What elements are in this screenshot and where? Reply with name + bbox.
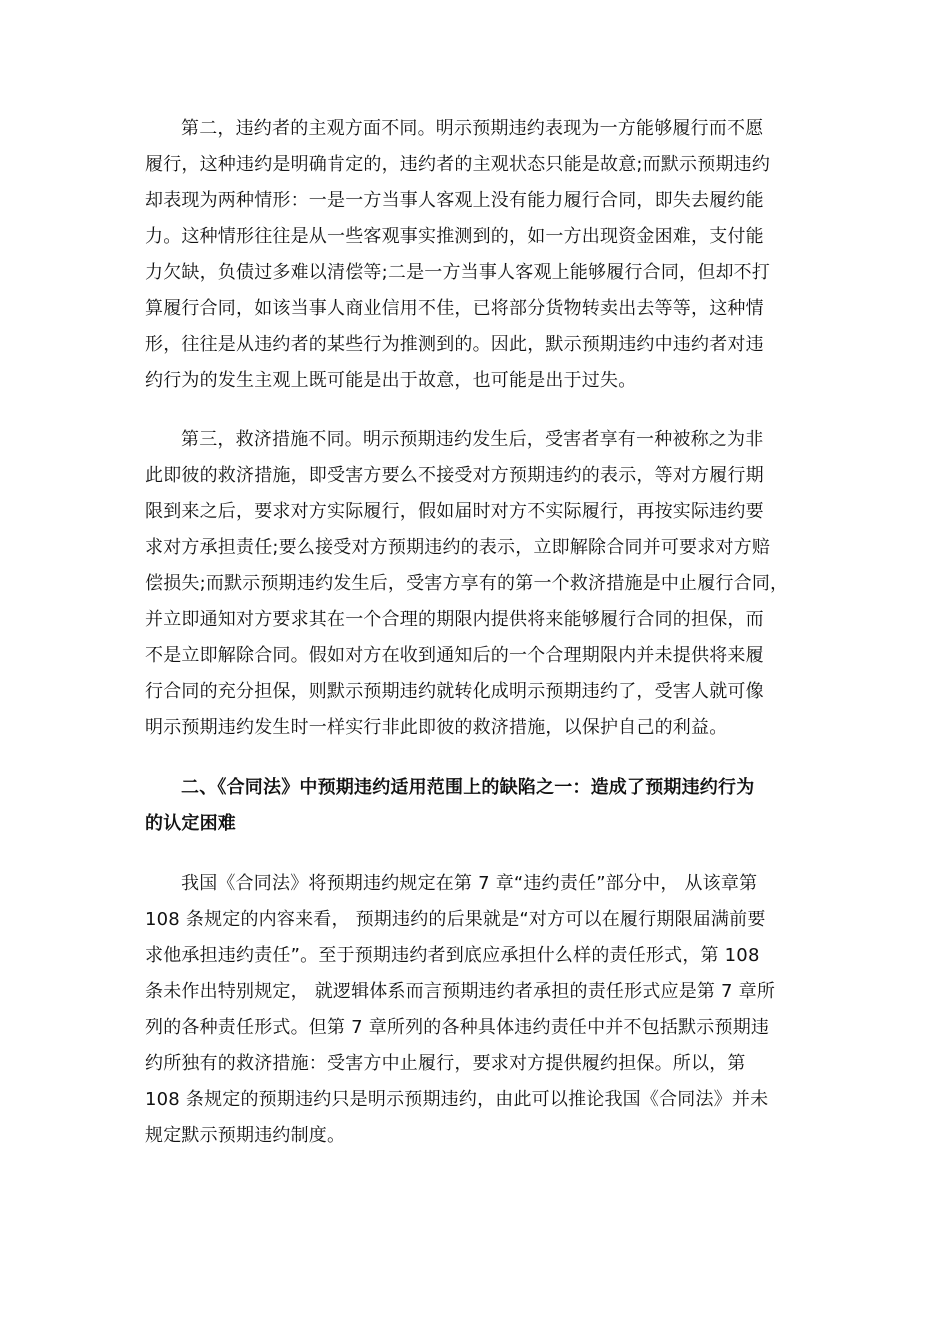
- text-line: 偿损失;而默示预期违约发生后，受害方享有的第一个救济措施是中止履行合同，: [145, 573, 789, 594]
- text-line: 第二，违约者的主观方面不同。明示预期违约表现为一方能够履行而不愿: [181, 118, 764, 139]
- text-line: 求对方承担责任;要么接受对方预期违约的表示，立即解除合同并可要求对方赔: [145, 537, 771, 558]
- text-line: 限到来之后，要求对方实际履行，假如届时对方不实际履行，再按实际违约要: [145, 501, 764, 522]
- heading-line: 二、《合同法》中预期违约适用范围上的缺陷之一：造成了预期违约行为: [181, 777, 755, 798]
- text-line: 明示预期违约发生时一样实行非此即彼的救济措施，以保护自己的利益。: [145, 717, 728, 738]
- text-line: 并立即通知对方要求其在一个合理的期限内提供将来能够履行合同的担保，而: [145, 609, 764, 630]
- text-line: 此即彼的救济措施，即受害方要么不接受对方预期违约的表示，等对方履行期: [145, 465, 764, 486]
- text-line: 约所独有的救济措施：受害方中止履行，要求对方提供履约担保。所以，第: [145, 1053, 746, 1074]
- text-line: 算履行合同，如该当事人商业信用不佳，已将部分货物转卖出去等等，这种情: [145, 298, 764, 319]
- heading-line: 的认定困难: [145, 813, 236, 834]
- text-line: 约行为的发生主观上既可能是出于故意，也可能是出于过失。: [145, 370, 637, 391]
- text-line: 我国《合同法》将预期违约规定在第 7 章“违约责任”部分中， 从该章第: [181, 873, 758, 894]
- text-line: 力。这种情形往往是从一些客观事实推测到的，如一方出现资金困难，支付能: [145, 226, 764, 247]
- text-line: 108 条规定的内容来看， 预期违约的后果就是“对方可以在履行期限届满前要: [145, 909, 766, 930]
- text-line: 列的各种责任形式。但第 7 章所列的各种具体违约责任中并不包括默示预期违: [145, 1017, 770, 1038]
- text-line: 形，往往是从违约者的某些行为推测到的。因此，默示预期违约中违约者对违: [145, 334, 764, 355]
- text-line: 条未作出特别规定， 就逻辑体系而言预期违约者承担的责任形式应是第 7 章所: [145, 981, 776, 1002]
- text-line: 108 条规定的预期违约只是明示预期违约，由此可以推论我国《合同法》并未: [145, 1089, 769, 1110]
- text-line: 不是立即解除合同。假如对方在收到通知后的一个合理期限内并未提供将来履: [145, 645, 764, 666]
- text-line: 力欠缺，负债过多难以清偿等;二是一方当事人客观上能够履行合同，但却不打: [145, 262, 771, 283]
- text-line: 行合同的充分担保，则默示预期违约就转化成明示预期违约了，受害人就可像: [145, 681, 764, 702]
- text-line: 履行，这种违约是明确肯定的，违约者的主观状态只能是故意;而默示预期违约: [145, 154, 771, 175]
- text-line: 第三，救济措施不同。明示预期违约发生后，受害者享有一种被称之为非: [181, 429, 764, 450]
- text-line: 规定默示预期违约制度。: [145, 1125, 346, 1146]
- text-line: 却表现为两种情形：一是一方当事人客观上没有能力履行合同，即失去履约能: [145, 190, 764, 211]
- text-line: 求他承担违约责任”。至于预期违约者到底应承担什么样的责任形式，第 108: [145, 945, 760, 966]
